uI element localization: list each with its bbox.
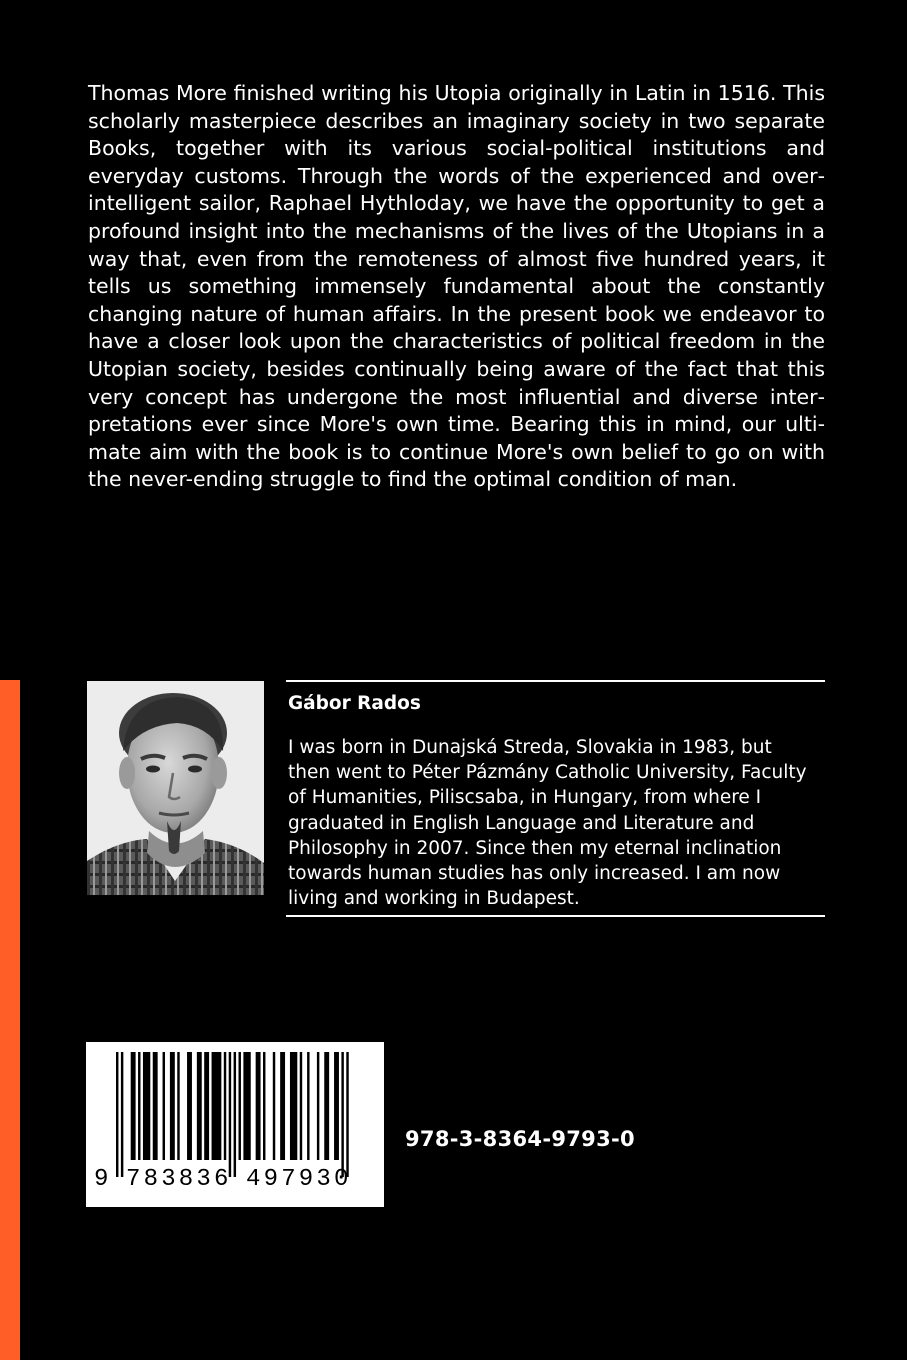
barcode-digit-left-group: 783836 — [126, 1166, 232, 1193]
back-cover-blurb: Thomas More finished writing his Utopia originally in Latin in 1516. This scholarly masterpiece describes an imaginary society in two separate Books, together with its various social-political institutions and everyday customs. Through the words of the experienced and overintelligent sailor, Raphael Hythloday, we have the opportunity to get a profound insight into the mechanisms of the lives of the Utopians in a way that, even from the remoteness of almost five hundred years, it tells us something immensely fundamental about the constantly changing nature of human affairs. In the present book we endeavor to have a closer look upon the characteristics of political freedom in the Utopian society, besides continually being aware of the fact that this very concept has undergone the most influential and diverse interpretations ever since More's own time. Bearing this in mind, our ultimate aim with the book is to continue More's own belief to go on with the never-ending struggle to find the optimal condition of man. — [88, 81, 825, 492]
barcode-bar — [334, 1052, 339, 1160]
barcode-bar — [204, 1052, 209, 1160]
author-portrait-image — [87, 681, 264, 895]
barcode-digits — [86, 1166, 384, 1194]
barcode-bar — [317, 1052, 319, 1160]
barcode-bar — [263, 1052, 265, 1160]
isbn-barcode — [86, 1042, 384, 1207]
barcode-bar — [307, 1052, 309, 1160]
barcode-bar — [131, 1052, 136, 1160]
barcode-bar — [187, 1052, 192, 1160]
barcode-bar — [341, 1052, 343, 1177]
barcode-bar — [138, 1052, 140, 1160]
author-bio: I was born in Dunajská Streda, Slovakia in 1983, but then went to Péter Pázmány Catholic University, Faculty of Humanities, Piliscsaba, in Hungary, from where I graduated in English Language and Literature and Philosophy in 2007. Since then my eternal inclination towards human studies has only increased. I am now living and working in Budapest. — [288, 737, 807, 910]
author-name: Gábor Rados — [288, 693, 421, 714]
barcode-bar — [153, 1052, 158, 1160]
barcode-bar — [239, 1052, 241, 1160]
barcode-bar — [273, 1052, 275, 1160]
barcode-bar — [346, 1052, 348, 1177]
barcode-bar — [300, 1052, 302, 1160]
barcode-bar — [243, 1052, 250, 1160]
barcode-digit-right-group: 497930 — [246, 1166, 352, 1193]
barcode-bar — [280, 1052, 285, 1160]
author-section-top-rule — [286, 680, 825, 682]
barcode-bar — [116, 1052, 118, 1177]
author-section-bottom-rule — [286, 915, 825, 917]
barcode-bar — [229, 1052, 231, 1177]
barcode-bar — [163, 1052, 165, 1160]
barcode-digit-lead: 9 — [94, 1166, 109, 1193]
barcode-bar — [121, 1052, 123, 1177]
barcode-bar — [290, 1052, 297, 1160]
barcode-bar — [224, 1052, 226, 1160]
barcode-bar — [324, 1052, 329, 1160]
orange-accent-stripe — [0, 680, 20, 1360]
barcode-bar — [197, 1052, 202, 1160]
author-photo — [87, 681, 264, 895]
barcode-bar — [177, 1052, 179, 1160]
barcode-bar — [143, 1052, 150, 1160]
isbn-number: 978-3-8364-9793-0 — [405, 1127, 635, 1151]
barcode-bar — [170, 1052, 175, 1160]
barcode-bar — [212, 1052, 222, 1160]
barcode-bar — [234, 1052, 236, 1177]
barcode-bar — [256, 1052, 261, 1160]
